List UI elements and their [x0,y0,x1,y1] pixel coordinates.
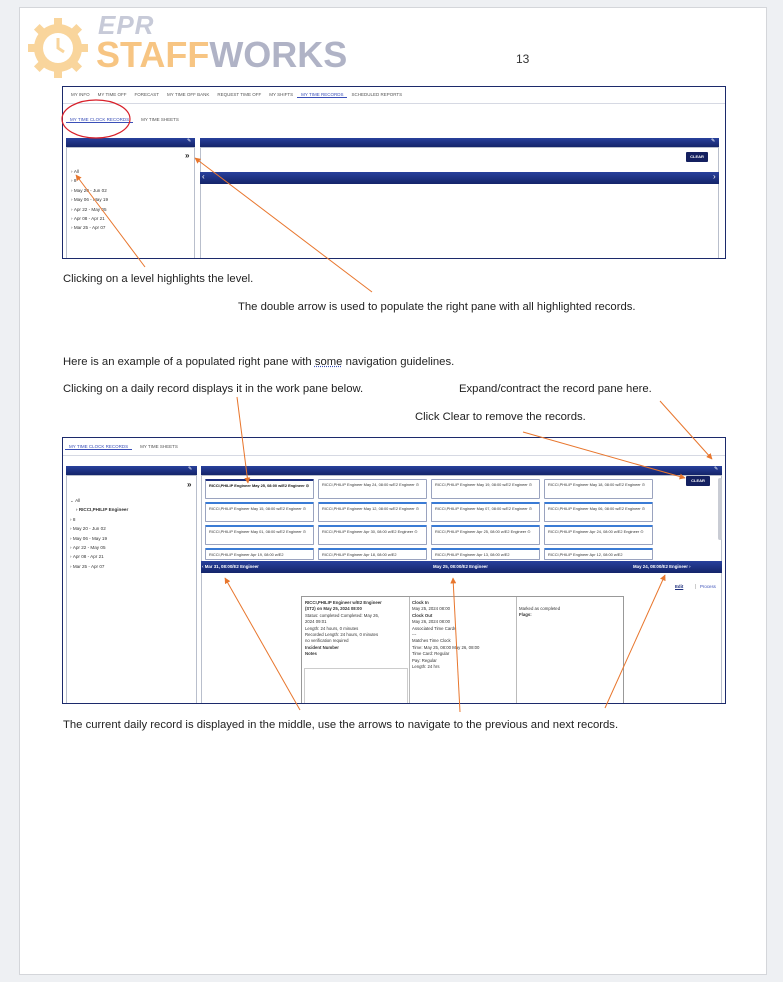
tree-item[interactable]: › Apr 08 - Apr 21 [70,554,104,560]
tree-item[interactable]: ⌄ All [70,498,81,503]
record-card[interactable]: RICCI,PHILIP Engineer May 07, 08:00 w/E2 Engineer ⊙ [431,502,540,522]
process-link[interactable]: Process [695,584,716,589]
tab-my-time-records[interactable]: MY TIME RECORDS [297,92,347,98]
tree-item[interactable]: › Apr 08 - Apr 21 [71,216,105,222]
record-card[interactable]: RICCI,PHILIP Engineer Apr 30, 08:00 w/E2 Engineer ⊙ [318,525,427,545]
record-card[interactable]: RICCI,PHILIP Engineer Apr 18, 08:00 w/E2 [318,548,427,560]
tree-item[interactable]: › Mar 25 - Apr 07 [71,225,106,231]
expand-pencil-icon[interactable]: ✎ [714,466,719,472]
tab-scheduled-reports[interactable]: SCHEDULED REPORTS [351,92,403,97]
tree-item[interactable]: › All [71,169,79,174]
tree-item[interactable]: › Apr 22 - May 05 [70,545,106,551]
record-card[interactable]: RICCI,PHILIP Engineer May 01, 08:00 w/E2 Engineer ⊙ [205,525,314,545]
edit-pencil-icon[interactable]: ✎ [187,138,192,144]
tab-my-info[interactable]: MY INFO [71,92,90,97]
tree-item[interactable]: › May 06 - May 19 [71,197,109,203]
record-card[interactable]: RICCI,PHILIP Engineer May 15, 08:00 w/E2 Engineer ⊙ [205,502,314,522]
tab-my-time-sheets[interactable]: MY TIME SHEETS [140,444,178,449]
tree-item[interactable]: › May 06 - May 19 [70,535,108,541]
tab-my-time-off-bank[interactable]: MY TIME OFF BANK [167,92,210,97]
tree-item[interactable]: › May 20 - Jun 02 [70,526,106,532]
tab-forecast[interactable]: FORECAST [134,92,160,97]
tree-item[interactable]: › Mar 25 - Apr 07 [70,563,105,569]
caption-daily-record: Clicking on a daily record displays it in the work pane below. [63,383,364,395]
nav-prev-arrow[interactable]: ‹ [202,172,205,181]
tab-my-time-clock-records[interactable]: MY TIME CLOCK RECORDS [66,117,133,123]
record-card[interactable]: RICCI,PHILIP Engineer Apr 12, 08:00 w/E2 [544,548,653,560]
clear-button[interactable]: CLEAR [686,152,708,162]
nav-prev[interactable]: ‹ Mar 31, 08:00/E2 Engineer [202,564,259,569]
detail-flags: Marked as completed Flags: [519,606,561,618]
clear-button[interactable]: CLEAR [686,476,710,486]
nav-next-arrow[interactable]: › [713,172,716,181]
caption-click-level: Clicking on a level highlights the level. [63,273,254,285]
nav-current: May 25, 08:00/E2 Engineer [433,564,488,569]
tab-my-time-sheets[interactable]: MY TIME SHEETS [141,117,179,122]
double-arrow-button[interactable]: » [187,480,192,489]
tab-my-shifts[interactable]: MY SHIFTS [269,92,294,97]
tree-item[interactable]: › Apr 22 - May 05 [71,206,107,212]
double-arrow-button[interactable]: » [185,151,190,160]
tab-request-time-off[interactable]: REQUEST TIME OFF [217,92,262,97]
tree-item[interactable]: › May 20 - Jun 02 [71,187,107,193]
tree-item[interactable]: › 8 [71,178,77,184]
edit-pencil-icon[interactable]: ✎ [188,466,193,472]
logo-staffworks-text: STAFFWORKS [96,34,348,75]
record-card[interactable]: RICCI,PHILIP Engineer Apr 13, 08:00 w/E2 [431,548,540,560]
tree-item-selected[interactable]: › RICCI,PHILIP Engineer [76,507,129,513]
caption-example-intro: Here is an example of a populated right pane with some navigation guidelines. [63,356,455,368]
detail-clock: Clock In May 25, 2024 08:00 Clock Out May 26, 2024 08:00 Associated Time Cards --- Matches Time Clock Time: May 25, 08:00 May 26, 08:00 Time Card: Regular Pay: Regular Length: 24 hrs [412,600,480,670]
tree-item[interactable]: › 8 [70,516,76,522]
caption-click-clear: Click Clear to remove the records. [415,411,586,423]
caption-expand-contract: Expand/contract the record pane here. [459,383,652,395]
expand-pencil-icon[interactable]: ✎ [711,138,716,144]
record-card[interactable]: RICCI,PHILIP Engineer Apr 24, 08:00 w/E2 Engineer ⊙ [544,525,653,545]
caption-double-arrow: The double arrow is used to populate the right pane with all highlighted records. [238,301,636,313]
logo-epr-text: EPR [98,10,155,40]
detail-summary: RICCI,PHILIP Engineer w/E2 Engineer (ST2) on May 25, 2024 08:00 Status: completed Completed: May 26, 2024 09:01 Length: 24 hours, 0 minutes Recorded Length: 24 hours, 0 minutes no verification required Incident Number Notes [305,600,382,657]
page-number: 13 [516,52,530,66]
record-card[interactable]: RICCI,PHILIP Engineer May 24, 08:00 w/E2 Engineer ⊙ [318,479,427,499]
caption-current-record: The current daily record is displayed in the middle, use the arrows to navigate to the previous and next records. [63,719,619,731]
record-card[interactable]: RICCI,PHILIP Engineer May 19, 08:00 w/E2 Engineer ⊙ [431,479,540,499]
record-card[interactable]: RICCI,PHILIP Engineer Apr 19, 08:00 w/E2 [205,548,314,560]
record-card[interactable]: RICCI,PHILIP Engineer May 12, 08:00 w/E2 Engineer ⊙ [318,502,427,522]
record-card[interactable]: RICCI,PHILIP Engineer Apr 25, 08:00 w/E2 Engineer ⊙ [431,525,540,545]
tab-my-time-off[interactable]: MY TIME OFF [97,92,127,97]
record-card[interactable]: RICCI,PHILIP Engineer May 06, 08:00 w/E2 Engineer ⊙ [544,502,653,522]
tab-my-time-clock-records[interactable]: MY TIME CLOCK RECORDS [65,444,132,450]
record-card[interactable]: RICCI,PHILIP Engineer May 18, 08:00 w/E2 Engineer ⊙ [544,479,653,499]
edit-link[interactable]: Edit [675,584,684,589]
nav-next[interactable]: May 24, 08:00/E2 Engineer › [633,564,691,569]
record-card[interactable]: RICCI,PHILIP Engineer May 25, 08:00 w/E2 Engineer ⊙ [205,479,314,499]
